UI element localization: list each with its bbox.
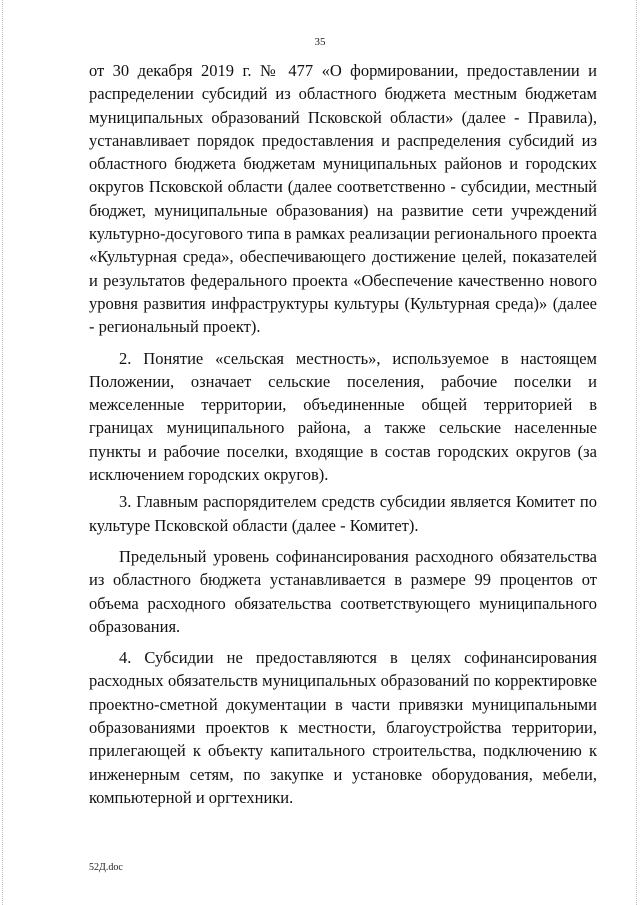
paragraph-cofinancing: Предельный уровень софинансирования расходного обязательства из областного бюджета устанавливается в размере 99 процентов от объема расходного обязательства соответствующего муниципального образования. [89, 546, 597, 636]
scan-edge-right [636, 0, 638, 905]
document-body [89, 59, 597, 809]
paragraph-item-4: 4. Субсидии не предоставляются в целях софинансирования расходных обязательств муниципальных образований по корректировке проектно-сметной документации в части привязки муниципальными образованиями проектов к местности, благоустройства территории, прилегающей к объекту капитального строительства, подключению к инженерным сетям, по закупке и установке оборудования, мебели, компьютерной и оргтехники. [89, 648, 597, 807]
footer-filename: 52Д.doc [89, 862, 123, 873]
paragraph-continuation: от 30 декабря 2019 г. № 477 «О формировании, предоставлении и распределении субсидий из областного бюджета местным бюджетам муниципальных образований Псковской области» (далее - Правила), устанавливает порядок предоставления и распределения субсидий из областного бюджета бюджетам муниципальных районов и городских округов Псковской области (далее соответственно - субсидии, местный бюджет, муниципальные образования) на развитие сети учреждений культурно-досугового типа в рамках реализации регионального проекта «Культурная среда», обеспечивающего достижение целей, показателей и результатов федерального проекта «Обеспечение качественно нового уровня развития инфраструктуры культуры (Культурная среда)» (далее - региональный проект). [89, 61, 597, 337]
paragraph-item-3: 3. Главным распорядителем средств субсидии является Комитет по культуре Псковской области (далее - Комитет). [89, 492, 597, 535]
page-number: 35 [314, 36, 326, 48]
paragraph-item-2: 2. Понятие «сельская местность», используемое в настоящем Положении, означает сельские поселения, рабочие поселки и межселенные территории, объединенные общей территорией в границах муниципального района, а также сельские населенные пункты и рабочие поселки, входящие в состав городских округов (за исключением городских округов). [89, 348, 597, 485]
scan-edge-left [2, 0, 4, 905]
